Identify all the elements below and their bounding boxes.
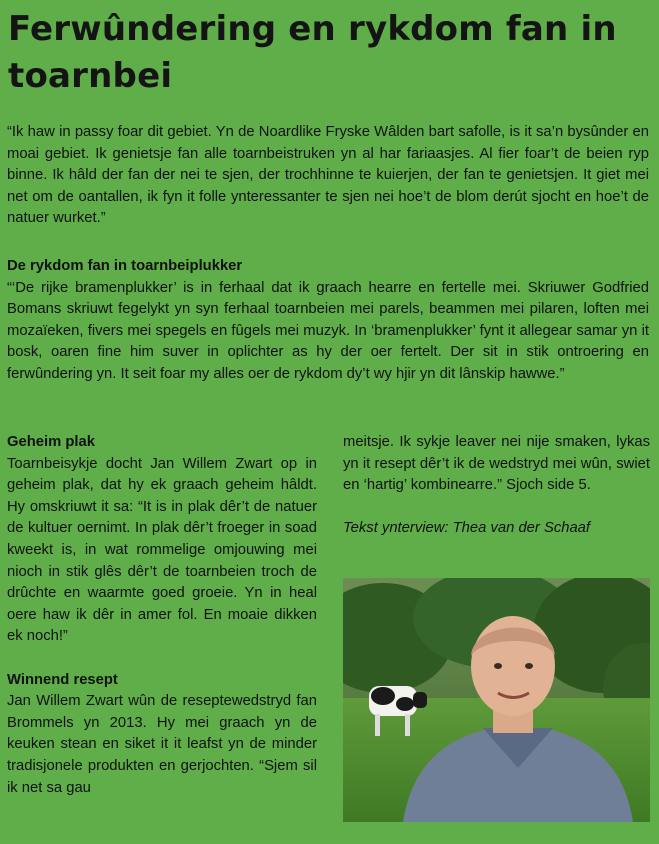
left-column xyxy=(7,432,317,799)
section-body: Toarnbeisykje docht Jan Willem Zwart op in geheim plak, dat hy ek graach geheim hâldt. Hy omskriuwt it sa: “It is in plak dêr’t de natuer de kultuer oernimt. In plak dêr’t froeger in soad kweekt is, in wat rommelige omjouwing mei nioch in stik glês dêr’t de toarnbeien troch de drûchte en waarmte goed groeie. Yn in heal oere haw ik dêr in amer fol. En moaie dikken ek noch!” xyxy=(7,455,317,645)
section-heading: Winnend resept xyxy=(7,671,118,688)
section-rykdom xyxy=(7,256,649,386)
section-heading: De rykdom fan in toarnbeiplukker xyxy=(7,258,243,274)
section-body-continued: meitsje. Ik sykje leaver nei nije smaken, lykas yn it resept dêr’t ik de wedstryd mei wûn, swiet en ‘hartig’ kombinearre.” Sjoch side 5. xyxy=(343,434,650,494)
article-lead: “Ik haw in passy foar dit gebiet. Yn de Noardlike Fryske Wâlden bart safolle, is it sa’n bysûnder en moai gebiet. Ik genietsje fan alle toarnbeistruken yn al har fariaasjes. Al fier foar’t de beien ryp binne. Ik hâld der fan der nei te sjen, der trochhinne te kuierjen, der fan te genietsjen. It giet mei net om de oantallen, ik fyn it folle ynteressanter te sjen nei hoe’t de blom derút sjocht en hoe’t de natuer wurket.” xyxy=(7,124,649,227)
article-title: Ferwûndering en rykdom fan in toarnbei xyxy=(8,9,617,96)
right-column xyxy=(343,432,650,540)
interview-photo xyxy=(343,578,650,822)
section-body: Jan Willem Zwart wûn de reseptewedstryd fan Brommels yn 2013. Hy mei graach yn de keuken stean en siket it it leafst yn de minder tradisjonele produkten en gerjochten. “Sjem sil ik net sa gau xyxy=(7,693,317,796)
section-heading: Geheim plak xyxy=(7,434,95,450)
section-body: “‘De rijke bramenplukker’ is in ferhaal dat ik graach hearre en fertelle mei. Skriuwer Godfried Bomans skriuwt fegelykt yn syn ferhaal toarnbeien mei parels, beammen mei pilaren, loften mei mozaïeken, fivers mei spegels en fûgels mei muzyk. In ‘bramenplukker’ fynt it allegear samar yn it bosk, oaren fine him suver in oplichter as hy der oer fertelt. Der sit in stik ontroering en ferwûndering yn. It seit foar my alles oer de rykdom dy’t wy hjir yn dit lânskip hawwe.” xyxy=(7,279,649,382)
author-credit: Tekst ynterview: Thea van der Schaaf xyxy=(343,520,591,537)
